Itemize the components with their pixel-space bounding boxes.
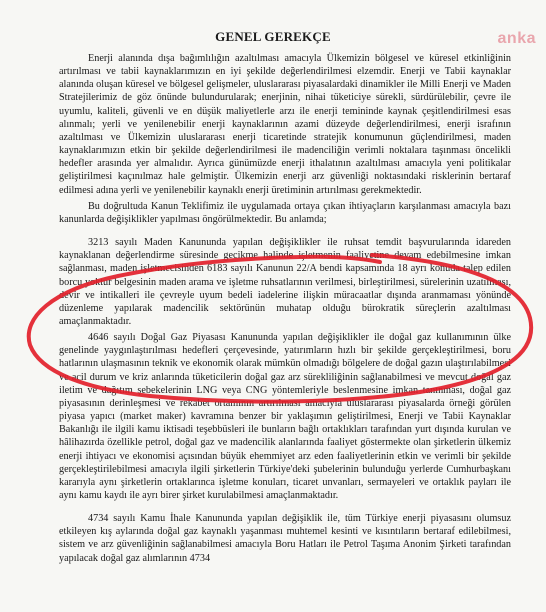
document-body [59, 52, 511, 568]
paragraph: 4646 sayılı Doğal Gaz Piyasası Kanununda yapılan değişiklikler ile doğal gaz kullanımının ülke genelinde yaygınlaştırılması hedefleri çerçevesinde, yatırımların hızlı bir şekilde gerçekleştirilmesi, boru hatlarının ulaşmasının teknik ve ekonomik olarak mümkün olmadığı bölgelere de doğal gazın ulaştırılabilmesi ve acil durum ve kriz anlarında tüketicilerin doğal gaz arz sürekliliğinin sağlanabilmesi ve mevcut doğal gaz iletim ve dağıtım şebekelerinin LNG veya CNG yöntemleriyle beslenmesine imkan tanınması, doğal gaz piyasasının derinleşmesi ve rekabet ortamının artırılması amacıyla uluslararası piyasalarda örneği görülen piyasa yapıcı (market maker) kavramına benzer bir yaklaşımın geliştirilmesi, Enerji ve Tabii Kaynaklar Bakanlığı ile ilgili kamu iktisadi teşebbüsleri ile bunların bağlı ortaklıkları tarafından yurt dışında kurulan ve hâlihazırda özellikle petrol, doğal gaz ve madencilik alanlarında faaliyet göstermekte olan şirketlerin ülkemiz enerji ihtiyacı ve ekonomisi açısından büyük ehemmiyet arz eden faaliyetlerinin etkin ve verimli bir şekilde gerçekleştirilebilmesi amacıyla ilgili şirketlerin Türkiye'deki şubelerinin bulunduğu yerlerde Cumhurbaşkanı kararıyla aynı şirketlerin ortaklarınca işletme konuları, ticaret unvanları, sermayeleri ve ortaklık payları ile aynı kamu kaydı ile ayrı birer şirket kurulabilmesi amaçlanmaktadır. [59, 332, 511, 501]
paragraph: 4734 sayılı Kamu İhale Kanununda yapılan değişiklik ile, tüm Türkiye enerji piyasasını olumsuz etkileyen kış aylarında doğal gaz kaynaklı yaşanması muhtemel kesinti ve kısıntıların bertaraf edilebilmesi, sistem ve arz güvenliğinin sağlanabilmesi amacıyla Boru Hatları ile Petrol Taşıma Anonim Şirketi tarafından yapılacak doğal gaz alımlarının 4734 [59, 513, 511, 564]
paragraph: Bu doğrultuda Kanun Teklifimiz ile uygulamada ortaya çıkan ihtiyaçların karşılanması amacıyla bazı kanunlarda değişiklikler yapılması öngörülmektedir. Bu anlamda; [59, 200, 511, 225]
document-title: GENEL GEREKÇE [215, 29, 331, 44]
paragraph-highlighted: 3213 sayılı Maden Kanununda yapılan değişiklikler ile ruhsat temdit başvurularında idareden kaynaklanan değerlendirme süresinde gecikme halinde işletmenin faaliyetine devam edebilmesine imkan sağlanması, maden işletmecisinden 6183 sayılı Kanunun 22/A bendi kapsamında 18 ayrı konuda talep edilen borcu yoktur belgesinin maden arama ve işletme ruhsatlarının verilmesi, birleştirilmesi, sürelerinin uzatılması, devir ve intikalleri ile çevreyle uyum bedeli iadelerine ilişkin müracaatlar dışında aranmaması yönünde düzenleme yapılarak madencilik sektörünün muhatap olduğu bürokratik süreçlerin azaltılması amaçlanmaktadır. [59, 237, 511, 327]
paragraph: Enerji alanında dışa bağımlılığın azaltılması amacıyla Ülkemizin bölgesel ve küresel etkinliğinin artırılması ve tabii kaynaklarımızın en iyi şekilde değerlendirilmesi elzemdir. Enerji ve Tabii kaynaklar alanında oluşan küresel ve bölgesel gelişmeler, uluslararası piyasalardaki dinamikler ile Milli Enerji ve Maden Stratejilerimiz de göz önünde bulundurularak; enerjinin, nihai tüketiciye sürekli, sürdürülebilir, çevre ile uyumlu, kaliteli, güvenli ve en düşük maliyetlerle arzı ile enerji temininde kaynak çeşitlendirilmesi esas alınmalı; yerli ve yenilenebilir enerji kaynaklarının azami düzeyde değerlendirilmesi, enerji israfının azaltılması ve Ülkemizin uluslararası enerji ticaretinde stratejik konumunun güçlendirilmesi, maden kaynaklarımızın etkin bir şekilde değerlendirilmesi ile madenciliğin verimli noktalara taşınması öncelikli hedefler arasında yer almalıdır. Ayrıca günümüzde enerji ithalatının azaltılması amacıyla yeni politikalar geliştirilmesi kaçınılmaz hale gelmiştir. Ülkemizin enerji arz güvenliği noktasındaki risklerinin bertaraf edilmesi adına yerli ve yenilenebilir kaynaklı enerji üretiminin artırılması gerekmektedir. [59, 53, 511, 196]
watermark-logo: anka [497, 30, 536, 47]
